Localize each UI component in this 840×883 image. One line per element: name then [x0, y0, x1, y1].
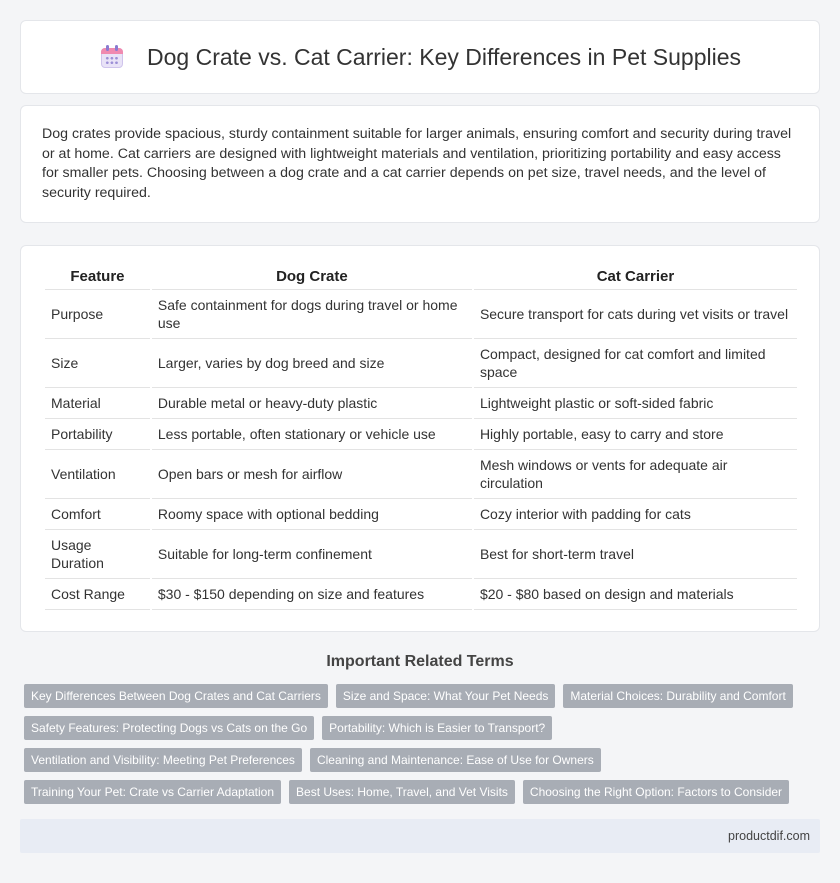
footer-site: productdif.com: [728, 829, 810, 843]
title-wrap: [99, 44, 741, 71]
table-row: [45, 450, 797, 499]
table-row: [45, 530, 797, 579]
related-term-tag[interactable]: Portability: Which is Easier to Transport?: [322, 716, 552, 740]
feature-cell: Portability: [45, 419, 150, 450]
dog-crate-cell: Suitable for long-term confinement: [152, 530, 472, 579]
table-row: [45, 419, 797, 450]
feature-cell: Purpose: [45, 290, 150, 339]
header-card: [20, 20, 820, 94]
intro-card: [20, 105, 820, 223]
related-term-tag[interactable]: Training Your Pet: Crate vs Carrier Adaptation: [24, 780, 281, 804]
dog-crate-cell: Roomy space with optional bedding: [152, 499, 472, 530]
table-row: [45, 579, 797, 610]
table-row: [45, 388, 797, 419]
cat-carrier-cell: $20 - $80 based on design and materials: [474, 579, 797, 610]
page-title: Dog Crate vs. Cat Carrier: Key Differences in Pet Supplies: [147, 43, 741, 70]
tag-row: [24, 684, 814, 708]
table-row: [45, 499, 797, 530]
related-term-tag[interactable]: Safety Features: Protecting Dogs vs Cats on the Go: [24, 716, 314, 740]
related-term-tag[interactable]: Size and Space: What Your Pet Needs: [336, 684, 555, 708]
tag-row: [24, 748, 814, 772]
calendar-icon: [99, 44, 125, 70]
intro-text: Dog crates provide spacious, sturdy containment suitable for larger animals, ensuring comfort and security during travel or at home. Cat carriers are designed with lightweight materials and ventilation, prioritizing portability and easy access for smaller pets. Choosing between a dog crate and a cat carrier depends on pet size, travel needs, and the level of security required.: [42, 126, 792, 201]
header-dog-crate: Dog Crate: [152, 264, 472, 290]
cat-carrier-cell: Mesh windows or vents for adequate air circulation: [474, 450, 797, 499]
dog-crate-cell: Larger, varies by dog breed and size: [152, 339, 472, 388]
dog-crate-cell: Safe containment for dogs during travel or home use: [152, 290, 472, 339]
related-terms-list: [24, 684, 814, 812]
feature-cell: Material: [45, 388, 150, 419]
feature-cell: Size: [45, 339, 150, 388]
table-row: [45, 290, 797, 339]
related-term-tag[interactable]: Ventilation and Visibility: Meeting Pet Preferences: [24, 748, 302, 772]
comparison-card: [20, 245, 820, 632]
dog-crate-cell: $30 - $150 depending on size and features: [152, 579, 472, 610]
feature-cell: Ventilation: [45, 450, 150, 499]
header-feature: Feature: [45, 264, 150, 290]
cat-carrier-cell: Lightweight plastic or soft-sided fabric: [474, 388, 797, 419]
dog-crate-cell: Less portable, often stationary or vehicle use: [152, 419, 472, 450]
cat-carrier-cell: Compact, designed for cat comfort and limited space: [474, 339, 797, 388]
cat-carrier-cell: Cozy interior with padding for cats: [474, 499, 797, 530]
dog-crate-cell: Open bars or mesh for airflow: [152, 450, 472, 499]
table-header-row: [45, 264, 797, 290]
related-terms-heading: Important Related Terms: [326, 653, 514, 670]
comparison-table: [43, 264, 799, 610]
tag-row: [24, 780, 814, 804]
feature-cell: Comfort: [45, 499, 150, 530]
related-term-tag[interactable]: Key Differences Between Dog Crates and Cat Carriers: [24, 684, 328, 708]
cat-carrier-cell: Highly portable, easy to carry and store: [474, 419, 797, 450]
footer: [20, 819, 820, 853]
related-term-tag[interactable]: Cleaning and Maintenance: Ease of Use for Owners: [310, 748, 601, 772]
cat-carrier-cell: Secure transport for cats during vet visits or travel: [474, 290, 797, 339]
related-term-tag[interactable]: Best Uses: Home, Travel, and Vet Visits: [289, 780, 515, 804]
related-term-tag[interactable]: Material Choices: Durability and Comfort: [563, 684, 792, 708]
feature-cell: Usage Duration: [45, 530, 150, 579]
tag-row: [24, 716, 814, 740]
dog-crate-cell: Durable metal or heavy-duty plastic: [152, 388, 472, 419]
feature-cell: Cost Range: [45, 579, 150, 610]
cat-carrier-cell: Best for short-term travel: [474, 530, 797, 579]
related-term-tag[interactable]: Choosing the Right Option: Factors to Consider: [523, 780, 789, 804]
table-row: [45, 339, 797, 388]
header-cat-carrier: Cat Carrier: [474, 264, 797, 290]
